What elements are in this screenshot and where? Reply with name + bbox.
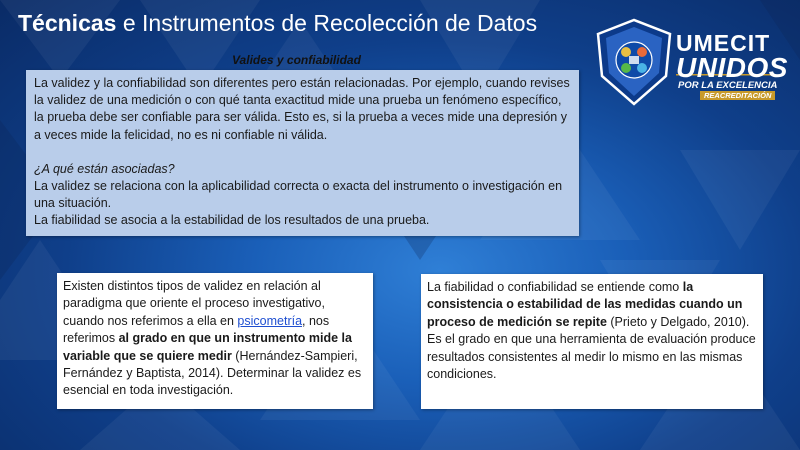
- reliability-paragraph-1: [427, 279, 757, 331]
- slide-title-bold: Técnicas: [18, 10, 117, 36]
- main-paragraph-3: La fiabilidad se asocia a la estabilidad de los resultados de una prueba.: [34, 213, 430, 228]
- logo-umecit: UMECIT: [676, 30, 771, 56]
- logo-unidos: UNIDOS: [676, 52, 788, 83]
- reliability-bold: la consistencia o estabilidad de las medidas cuando un proceso de medición se repite: [427, 280, 743, 329]
- main-paragraph-1: La validez y la confiabilidad son diferentes pero están relacionadas. Por ejemplo, cuando revises la validez de una medición o con qué tanta exactitud mide una prueba un fenómeno específico, la prueba debe ser confiable para ser válida. Esto es, si la prueba a veces mide una depresión y a veces mide la felicidad, no es ni confiable ni válida.: [34, 76, 570, 142]
- main-paragraph-2: La validez se relaciona con la aplicabilidad correcta o exacta del instrumento o investigación en una situación.: [34, 179, 563, 211]
- validity-paragraph: [63, 278, 367, 400]
- reliability-text-2: (Prieto y Delgado, 2010).: [606, 314, 750, 329]
- validity-text-2: , nos referimos: [63, 313, 330, 346]
- logo-reacreditacion: REACREDITACIÓN: [700, 91, 775, 100]
- slide-title-rest: e Instrumentos de Recolección de Datos: [116, 10, 538, 36]
- reliability-text-1: La fiabilidad o confiabilidad se entiende como: [427, 280, 683, 294]
- slide-subtitle: Valides y confiabilidad: [232, 53, 361, 67]
- main-text-box: [26, 70, 579, 236]
- psicometria-link[interactable]: psicometría: [237, 313, 303, 328]
- validity-text-3: (Hernández-Sampieri, Fernández y Baptista, 2014). Determinar la validez es esencial en toda investigación.: [63, 348, 362, 398]
- reliability-paragraph-2: Es el grado en que una herramienta de evaluación produce resultados consistentes al medir lo mismo en las mismas condiciones.: [427, 332, 756, 382]
- validity-bold: al grado en que un instrumento mide la variable que se quiere medir: [63, 331, 352, 363]
- validity-text-box: [57, 273, 373, 409]
- validity-text-1: Existen distintos tipos de validez en relación al paradigma que oriente el proceso investigativo, cuando nos referimos a ella en: [63, 279, 325, 328]
- main-question: ¿A qué están asociadas?: [34, 161, 175, 176]
- reliability-text-box: [421, 274, 763, 409]
- slide-title: [18, 10, 537, 37]
- logo-excelencia: POR LA EXCELENCIA: [678, 80, 778, 91]
